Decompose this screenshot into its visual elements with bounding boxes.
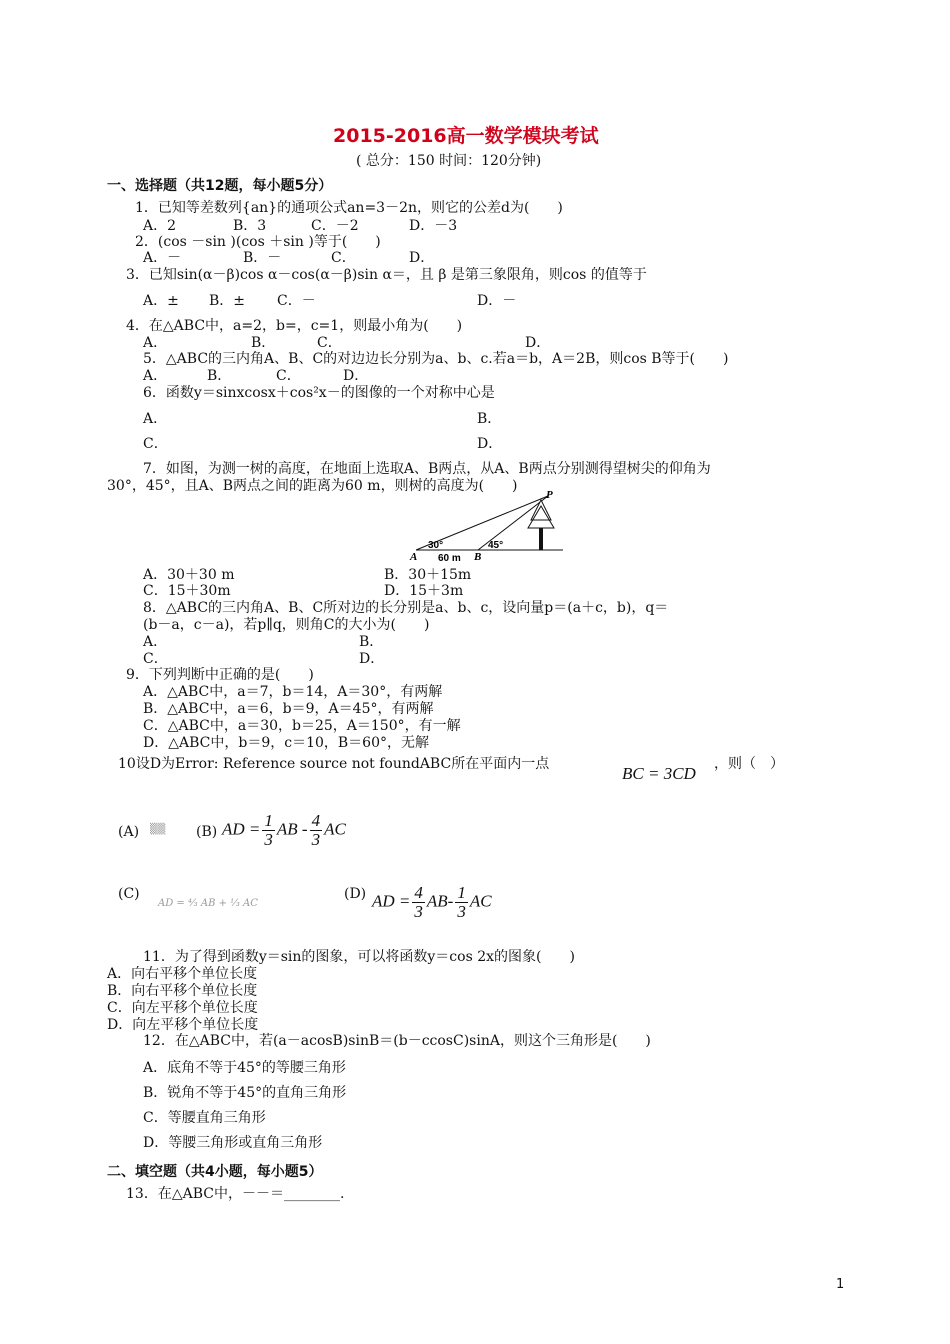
q7-distance: 60 m — [438, 553, 461, 564]
q10-opt-a-image: ▒▒ — [150, 824, 166, 835]
q6-opt-b: B． — [477, 411, 502, 427]
q2-opt-b: B．－ — [243, 250, 282, 266]
q11-opt-c: C．向左平移个单位长度 — [107, 1000, 258, 1016]
q4-opt-a: A． — [143, 335, 168, 351]
q10-tail: ，则（ ） — [714, 756, 784, 772]
q9-opt-c: C．△ABC中，a＝30，b＝25，A＝150°，有一解 — [143, 718, 461, 734]
q7-stem-line1: 7．如图，为测一树的高度，在地面上选取A、B两点，从A、B两点分别测得望树尖的仰角为 — [143, 461, 711, 477]
q2-opt-a: A．－ — [143, 250, 182, 266]
q5-opt-b: B． — [207, 368, 232, 384]
q10-opt-d-label: (D) — [344, 886, 367, 902]
section-2-heading: 二、填空题（共4小题，每小题5） — [107, 1164, 323, 1180]
q9-opt-d: D．△ABC中，b＝9，c＝10，B＝60°，无解 — [143, 735, 429, 751]
q5-opt-d: D． — [343, 368, 369, 384]
q10-condition: BC = 3CD — [622, 764, 696, 783]
q7-label-p: P — [546, 489, 553, 501]
q7-opt-a: A．30＋30 m — [143, 567, 235, 583]
q7-opt-d: D．15＋3m — [384, 583, 464, 599]
q1-opt-c: C．－2 — [311, 218, 359, 234]
q3-opt-a: A．± — [143, 293, 179, 309]
q6-opt-d: D． — [477, 436, 503, 452]
q10-opt-d-expr: AD = $\frac{4}{3}$ AB- $\frac{1}{3}$ AC — [372, 883, 492, 921]
q7-label-a: A — [410, 551, 418, 563]
q11-opt-a: A．向右平移个单位长度 — [107, 966, 258, 982]
q10-stem: 10设D为Error: Reference source not foundABC所在平面内一点 — [118, 756, 550, 772]
q5-stem: 5．△ABC的三内角A、B、C的对边边长分别为a、b、c.若a＝b，A＝2B，则cos B等于( ) — [143, 351, 729, 367]
q7-label-b: B — [474, 551, 482, 563]
q8-stem-line2: (b－a，c－a)，若p∥q，则角C的大小为( ) — [143, 617, 430, 633]
q4-opt-d: D． — [525, 335, 551, 351]
q7-stem-line2: 30°，45°，且A、B两点之间的距离为60 m，则树的高度为( ) — [107, 478, 518, 494]
q7-tree-figure — [408, 488, 568, 566]
q6-opt-a: A． — [143, 411, 168, 427]
q10-opt-b-expr: AD = $\frac{1}{3}$ AB - $\frac{4}{3}$ AC — [222, 811, 346, 849]
q8-stem-line1: 8．△ABC的三内角A、B、C所对边的长分别是a、b、c，设向量p＝(a＋c，b)，q＝ — [143, 600, 669, 616]
q7-opt-c: C．15＋30m — [143, 583, 231, 599]
q9-opt-a: A．△ABC中，a＝7，b＝14，A＝30°，有两解 — [143, 684, 443, 700]
q3-opt-d: D．－ — [477, 293, 517, 309]
q6-opt-c: C． — [143, 436, 168, 452]
q5-opt-a: A． — [143, 368, 168, 384]
q4-stem: 4．在△ABC中，a=2，b=，c=1，则最小角为( ) — [126, 318, 463, 334]
q10-opt-c-expr: AD = ⁴⁄₃ AB + ¹⁄₃ AC — [158, 898, 258, 909]
q10-opt-c-label: (C) — [118, 886, 140, 902]
q10-opt-b-label: (B) — [196, 824, 218, 840]
q9-stem: 9．下列判断中正确的是( ) — [126, 667, 314, 683]
q11-stem: 11．为了得到函数y＝sin的图象，可以将函数y＝cos 2x的图象( ) — [143, 949, 575, 965]
q7-angle-30: 30° — [428, 540, 444, 551]
q8-opt-b: B． — [359, 634, 384, 650]
exam-title: 2015-2016高一数学模块考试 — [333, 125, 599, 147]
q4-opt-b: B． — [251, 335, 276, 351]
q1-opt-a: A．2 — [143, 218, 177, 234]
q12-opt-d: D．等腰三角形或直角三角形 — [143, 1135, 323, 1151]
q12-opt-b: B．锐角不等于45°的直角三角形 — [143, 1085, 347, 1101]
q2-stem: 2．(cos －sin )(cos ＋sin )等于( ) — [135, 234, 381, 250]
q8-opt-c: C． — [143, 651, 168, 667]
q3-opt-b: B．± — [209, 293, 246, 309]
q7-opt-b: B．30＋15m — [384, 567, 472, 583]
q12-stem: 12．在△ABC中，若(a－acosB)sinB＝(b－ccosC)sinA，则这个三角形是( ) — [143, 1033, 651, 1049]
exam-subtitle: ( 总分：150 时间：120分钟) — [356, 153, 542, 169]
q12-opt-a: A．底角不等于45°的等腰三角形 — [143, 1060, 346, 1076]
q7-angle-45: 45° — [488, 540, 504, 551]
q12-opt-c: C．等腰直角三角形 — [143, 1110, 266, 1126]
section-1-heading: 一、选择题（共12题，每小题5分） — [107, 178, 333, 194]
q2-opt-c: C． — [331, 250, 356, 266]
q3-stem: 3．已知sin(α－β)cos α－cos(α－β)sin α＝，且 β 是第三象限角，则cos 的值等于 — [126, 267, 647, 283]
q8-opt-a: A． — [143, 634, 168, 650]
q5-opt-c: C． — [276, 368, 301, 384]
q6-stem: 6．函数y＝sinxcosx＋cos²x－的图像的一个对称中心是 — [143, 385, 495, 401]
q11-opt-b: B．向右平移个单位长度 — [107, 983, 258, 999]
q13-stem: 13．在△ABC中，－－＝________. — [126, 1186, 345, 1202]
q1-stem: 1．已知等差数列{an}的通项公式an=3－2n，则它的公差d为( ) — [135, 200, 563, 216]
q1-opt-b: B．3 — [233, 218, 267, 234]
q10-opt-a-label: (A) — [118, 824, 140, 840]
q2-opt-d: D． — [409, 250, 435, 266]
q3-opt-c: C．－ — [277, 293, 316, 309]
q4-opt-c: C． — [317, 335, 342, 351]
q11-opt-d: D．向左平移个单位长度 — [107, 1017, 259, 1033]
q8-opt-d: D． — [359, 651, 385, 667]
q9-opt-b: B．△ABC中，a＝6，b＝9，A＝45°，有两解 — [143, 701, 434, 717]
page-number: 1 — [836, 1277, 845, 1292]
q1-opt-d: D．－3 — [409, 218, 458, 234]
